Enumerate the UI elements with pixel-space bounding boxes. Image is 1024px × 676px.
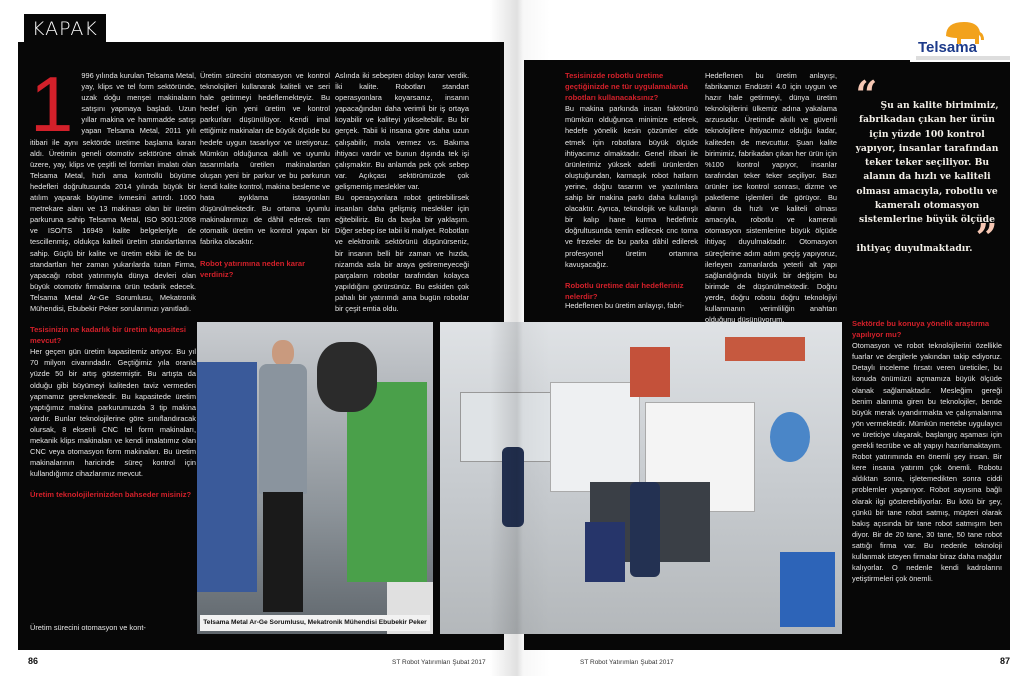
page-number-left: 86: [28, 656, 39, 666]
question-heading: Tesisinizde robotlu üretime geçtiğinizde ne tür uygulamalarda robotları kullanacaksınız?: [565, 71, 688, 103]
answer-paragraph: Bu operasyonlara robot getirebilirsek insanları daha gelişmiş meslekler için eğitebiliriz. Bu da başka bir yaklaşım. Diğer sebep ise tabii ki maliyet. Robotları ve elektronik sektörünü düşünürseniz, bir insanın belli bir zaman ve hızda, nizamda asla bir araya getiremeyeceği parçaların robotlar tarafından kolayca yapıldığını görürsünüz. Bu eskiden çok pahalı bir yatırımdı ama bugün robotlar bir çeşit emtia oldu.: [335, 193, 469, 313]
question-heading: Robotlu üretime dair hedefleriniz nelerdir?: [565, 280, 684, 301]
question-heading: Sektörde bu konuya yönelik araştırma yapılıyor mu?: [852, 319, 990, 340]
article-column-5: [705, 70, 837, 325]
photo-caption: Telsama Metal Ar-Ge Sorumlusu, Mekatronik Mühendisi Ebubekir Peker: [200, 615, 430, 631]
drop-cap: 1: [30, 60, 74, 148]
question-heading: Tesisinizin ne kadarlık bir üretim kapasitesi mevcut?: [30, 325, 187, 346]
open-quote-mark: “: [855, 72, 878, 117]
page-number-right: 87: [1000, 656, 1011, 666]
pull-quote-text: Şu an kalite birimimiz, fabrikadan çıkan her ürün için yüzde 100 kontrol yapıyor, insanlar tarafından teker teker seçiliyor. Bu alanın da hızlı ve kaliteli olması amacıyla, robotlu ve kameralı otomasyon sistemlerine büyük ölçüde ihtiyaç duyulmaktadır.: [855, 100, 999, 254]
answer-paragraph: Aslında iki sebepten dolayı karar verdik. İki kalite. Robotları standart operasyonlara koyarsanız, insanın yapacağından daha verimli bir iş ortaya koyabilir ve kaliteyi yükseltebilir. Bu bir gerçek. Tabii ki insana göre daha uzun çalışabilir, mola vermez vs. Bakıma ihtiyacı vardır ve bunun dışında tek işi çalışmaktır. Bu anlamda pek çok sebep var. Açıkçası sektörümüzde çok gelişmemiş meslekler var.: [335, 71, 469, 191]
answer-paragraph: Otomasyon ve robot teknolojilerini özellikle fuarlar ve dergilerle yakından takip ediyoruz. Detaylı inceleme fırsatı veren üreticiler, bu konuda önümüzü açmamıza büyük ölçüde olanak sağlamaktadır. Mesleğim gereği benim alanıma giren bu teknolojiler, bende büyük merak uyandırmakta ve çalışmalarıma yön vermektedir. Mümkün mertebe uygulayıcı ve üreticiye ulaşarak, başlangıç aşaması için gerekli tecrübe ve alt yapıyı hazırlamaktayım. Robot yatırımında en önemli şey insan. Bir kere insana yatırım çok önemli. Robotu aldıktan sonra, işletemedikten sonra ciddi problemler yaşanıyor. Robot sayısına bağlı olarak ilgi gösterebiliyorlar. Bu kötü bir şey, çünkü bir tane robot satmış, müşteri olarak bakış açısında bir tane robot satmışım ben diyor. Bir de 20 tane, 30 tane, 50 tane robot sattığı firma var. Bu nedenle teknoloji kullanmak isteyen firmalar biraz daha mağdur kalıyorlar. O nedenle kendi kadrolarını yetiştirmeleri çok önemli.: [852, 341, 1002, 584]
section-header: KAPAK: [24, 14, 106, 44]
article-column-1-tail: Üretim sürecini otomasyon ve kont-: [30, 623, 146, 632]
article-column-4: [565, 70, 698, 302]
article-column-3: [335, 70, 469, 315]
telsama-logo: [910, 14, 1014, 62]
answer-paragraph: Her geçen gün üretim kapasitemiz artıyor. Bu yıl 70 milyon civarındadır. Geçtiğimiz yıla oranla yüzde 50 bir artış göstermiştir. Bu artışta da olduğu gibi büyümeyi kaliteden taviz vermeden yapmamız gerekmektedir. Bu kapasitede üretim yaptığımız makina parkurumuzda 3 tip makina vardır. Bunlar teknolojilerine göre sınıflandıracak olursak, 8 eksenli CNC tel form makinaları, mekanik klips makinaları ve kendi imalatımız olan CNC veya otomasyon form makinaları. Bu üretim makinalarının haricinde süreç kontrol için kullandığımız cihazlarımız mevcut.: [30, 347, 196, 479]
answer-paragraph: Hedeflenen bu üretim anlayışı, fabrikamızı Endüstri 4.0 için uygun ve hazır hale getirmeyi, dünya üretim teknolojilerini ülkemiz adına yakalama arzusudur. Üretimde akıllı ve güvenli teknolojilere ihtiyacımız olduğu kadar, kaliteden de mevcuttur. Şuan kalite birimimiz, fabrikadan çıkan her ürün için %100 kontrol yapıyor, insanlar tarafından teker teker seçiliyor. Bazı ürünler ise kontrol sonrası, dizme ve paketleme işlemleri de görüyor. Bu alanın da hızlı ve kaliteli olması amacıyla, robotlu ve kameralı otomasyon sistemlerine büyük ölçüde ihtiyaç duyulmaktadır. Otomasyon süreçlerine adım adım geçiş yapıyoruz, ilerleyen zamanlarda yeterli alt yapı sağlandığında büyük bir değişim bu birimde de düşünülmektedir. Doğru yerde, doğru robotu doğru teknolojiyi kullanmanın verimliliğin anahtarı olduğunu düşünüyorum.: [705, 71, 837, 325]
question-heading: Üretim teknolojilerinizden bahseder misiniz?: [30, 490, 192, 500]
article-column-1: [30, 60, 196, 500]
svg-text:Telsama: Telsama: [918, 39, 977, 56]
article-column-2: [200, 70, 330, 315]
elephant-icon: [910, 14, 1014, 62]
photo-production-floor: [440, 322, 842, 634]
answer-paragraph: Bu makina parkında insan faktörünü mümkün olduğunca minimize ederek, hedefe yönelik kesin çözümler elde etmek için robotlara büyük ölçüde ihtiyacımız olmaktadır. Genel itibari ile ürünlerimiz yüksek adetli ürünlerden oluştuğundan, karmaşık robot hatların yerine, doğru tasarım ve yazılımlara sahip bir makina parkı daha kullanışlı olacaktır. Ayrıca, teknolojik ve kullanışlı bir kalıp hane kurma hedefimiz doğrultusunda temin edilecek cnc torna ve frezeler de bu parka dâhil edilerek profesyonel üretim ortamına kavuşacağız.: [565, 104, 698, 269]
pull-quote: [852, 72, 1002, 260]
article-column-4-tail: Hedeflenen bu üretim anlayışı, fabri-: [565, 301, 685, 310]
footer-right: ST Robot Yatırımları Şubat 2017: [580, 659, 674, 666]
photo-engineer: [197, 322, 433, 634]
answer-paragraph: Üretim sürecini otomasyon ve kontrol teknolojileri kullanarak kaliteli ve seri hale getirmeyi hedeflemekteyiz. Bu hedef için yeni üretim ve kontrol parkurları düşünülüyor. Kendi imal ettiğimiz makinaları de büyük ölçüde bu hedefe uygun tasarlıyor ve üretiyoruz. Mümkün olduğunca akıllı ve uyumlu tasarımlarla üretilen makinalardan oluşan yeni bir parkur ve bu parkurun kendi kalite kontrol, makina besleme ve hata ayıklama istasyonları düşünülmektedir. Bu ortama uyumlu makinalarımızı de dâhil ederek tam otomatik üretim ve kontrol yapan bir fabrika olacaktır.: [200, 71, 330, 247]
close-quote-mark: ”: [975, 214, 998, 260]
footer-left: ST Robot Yatırımları Şubat 2017: [392, 659, 486, 666]
intro-paragraph: 996 yılında kurulan Telsama Metal, yay, klips ve tel form sektöründe, uzak doğu menşei makinaların satışını yapmaya başladı. Uzun yıllar makina ve hammadde satışı yapan Telsama Metal, 2011 yılı itibari ile aynı sektörde üretime başlama kararı aldı. Üretimin geneli otomotiv sektörüne olmak üzere, yay, klips ve çeşitli tel formları imalatı olan Telsama Metal, hızlı ama kontrollü büyüme hedefleri doğrultusunda 2014 yılında büyük bir atılım yaparak büyüme ivmesini artırdı. 1000 metrekare alanı ve 13 makinası olan bir üretim parkuruna sahip Telsama Metal, ISO 9001:2008 ve ISO/TS 16949 kalite belgeleriyle de tescillenmiş, oldukça kaliteli üretim standartlarına sahip. Güçlü bir kalite ve üretim ekibi ile de bu standartları her zaman yukarılarda tutan Firma, yapacağı robot yatırımıyla dünya devleri olan büyük otomotiv firmalarına ürün tedarik edecek. Telsama Metal Ar-Ge Sorumlusu, Mekatronik Mühendisi, Ebubekir Peker sorularımızı yanıtladı.: [30, 71, 196, 313]
question-heading: Robot yatırımına neden karar verdiniz?: [200, 258, 306, 279]
article-column-6: [852, 318, 1002, 584]
